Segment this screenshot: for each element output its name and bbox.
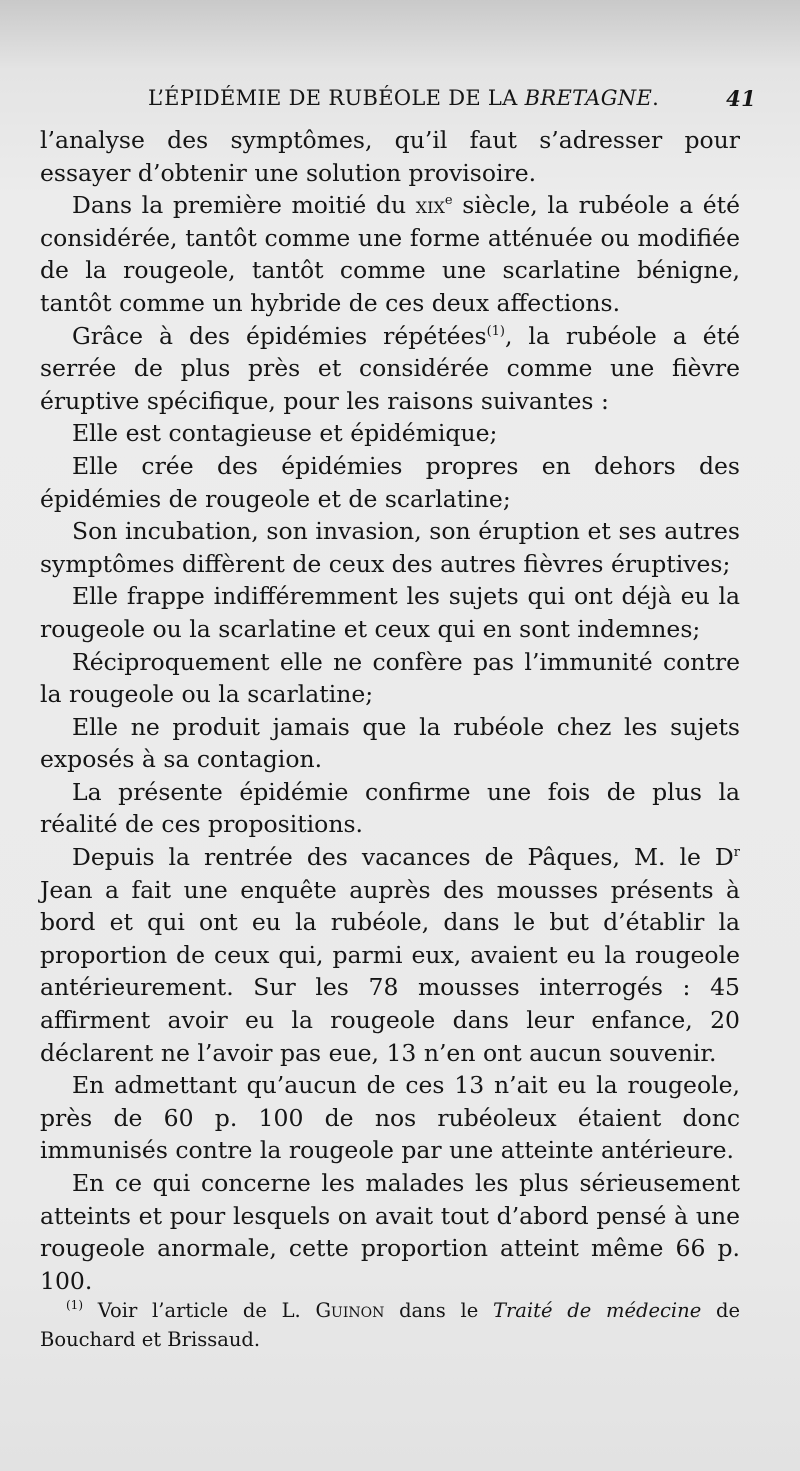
paragraph-5: Elle crée des épidémies propres en dehors des épidémies de rougeole et de scarlatine;	[40, 451, 740, 513]
page-header	[40, 86, 760, 116]
paragraph-7: Elle frappe indifféremment les sujets qui ont déjà eu la rougeole ou la scarlatine et ceux qui en sont indemnes;	[40, 582, 740, 643]
footnote-work-title: Traité de médecine	[492, 1299, 702, 1322]
paragraph-1: l’analyse des symptômes, qu’il faut s’adresser pour essayer d’obtenir une solution provisoire.	[40, 126, 740, 187]
footnote-after: de Bouchard et Brissaud.	[40, 1299, 741, 1351]
paragraph-3	[40, 320, 740, 418]
paragraph-4: Elle est contagieuse et épidémique;	[72, 419, 498, 448]
paragraph-6: Son incubation, son invasion, son éruption et ses autres symptômes diffèrent de ceux des autres fièvres éruptives;	[40, 517, 740, 578]
running-head-italic: BRETAGNE	[524, 86, 653, 110]
paragraph-9: Elle ne produit jamais que la rubéole chez les sujets exposés à sa contagion.	[40, 712, 740, 774]
paragraph-2	[40, 189, 740, 319]
footnote-before: Voir l’article de L.	[83, 1299, 316, 1322]
running-head-start: L’ÉPIDÉMIE DE RUBÉOLE DE LA	[148, 86, 525, 110]
century-numeral: xix	[415, 191, 445, 220]
footnote-text	[40, 1296, 740, 1354]
footnote-reference: (1)	[486, 323, 505, 339]
body-text	[40, 124, 740, 1297]
paragraph-13: En ce qui concerne les malades les plus sérieusement atteints et pour lesquels on avait tout d’abord pensé à une rougeole anormale, cette proportion atteint même 66 p. 100.	[40, 1169, 740, 1295]
running-head-end: .	[652, 86, 660, 110]
century-superscript: e	[444, 193, 453, 209]
footnote-middle: dans le	[384, 1299, 493, 1322]
footnote-author: Guinon	[315, 1299, 385, 1322]
footnote	[40, 1296, 740, 1354]
paragraph-12: En admettant qu’aucun de ces 13 n’ait eu la rougeole, près de 60 p. 100 de nos rubéoleux étaient donc immunisés contre la rougeole par une atteinte antérieure.	[40, 1071, 740, 1165]
paragraph-10: La présente épidémie confirme une fois de plus la réalité de ces propositions.	[40, 777, 740, 839]
doctor-superscript: r	[733, 845, 740, 861]
paragraph-3-before: Grâce à des épidémies répétées	[72, 321, 487, 350]
page-number: 41	[726, 86, 756, 111]
paragraph-2-before: Dans la première moitié du	[72, 191, 416, 220]
footnote-mark: (1)	[66, 1298, 83, 1312]
paragraph-8: Réciproquement elle ne confère pas l’immunité contre la rougeole ou la scarlatine;	[40, 647, 740, 709]
paragraph-11	[40, 841, 740, 1069]
paragraph-2-after: siècle, la rubéole a été considérée, tantôt comme une forme atténuée ou modifiée de la rougeole, tantôt comme une scarlatine bénigne, tantôt comme un hybride de ces deux affections.	[40, 191, 740, 317]
paragraph-3-after: , la rubéole a été serrée de plus près et considérée comme une fièvre éruptive spécifique, pour les raisons suivantes :	[40, 321, 740, 415]
paragraph-11-before: Depuis la rentrée des vacances de Pâques, M. le D	[72, 843, 734, 872]
paragraph-11-after: Jean a fait une enquête auprès des mousses présents à bord et qui ont eu la rubéole, dans le but d’établir la proportion de ceux qui, parmi eux, avaient eu la rougeole antérieurement. Sur les 78 mousses interrogés : 45 affirment avoir eu la rougeole dans leur enfance, 20 déclarent ne l’avoir pas eue, 13 n’en ont aucun souvenir.	[40, 875, 740, 1067]
running-head	[148, 86, 659, 110]
